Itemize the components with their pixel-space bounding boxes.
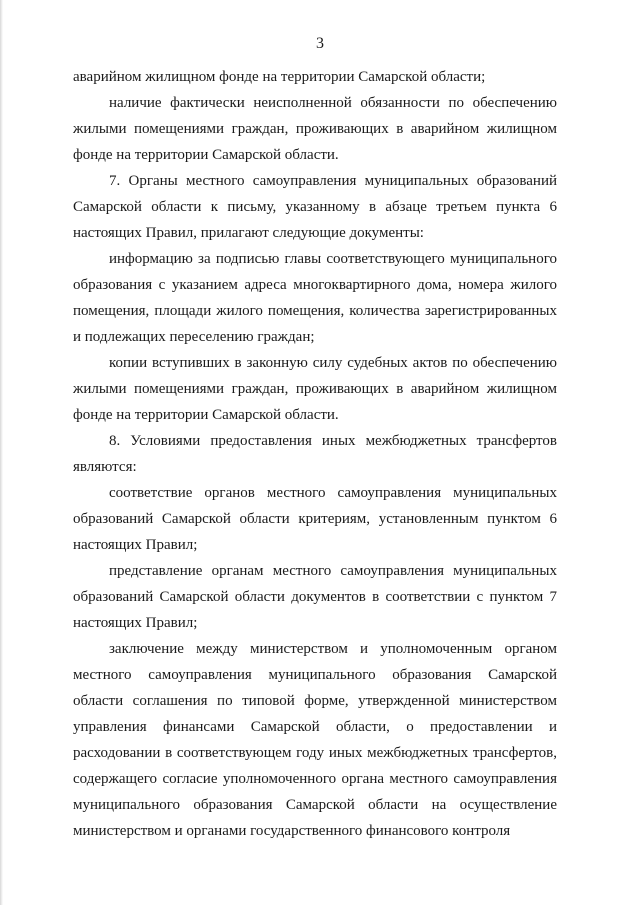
- scan-edge-shadow: [0, 0, 3, 905]
- paragraph-item-7: 7. Органы местного самоуправления муниципальных образований Самарской области к письму, указанному в абзаце третьем пункта 6 настоящих Правил, прилагают следующие документы:: [73, 173, 557, 241]
- paragraph-continuation: аварийном жилищном фонде на территории Самарской области;: [73, 69, 486, 85]
- paragraph-information-signed: информацию за подписью главы соответствующего муниципального образования с указанием адреса многоквартирного дома, номера жилого помещения, площади жилого помещения, количества зарегистрированных и подлежащих переселению граждан;: [73, 251, 557, 345]
- paragraph-agreement: заключение между министерством и уполномоченным органом местного самоуправления муниципального образования Самарской области соглашения по типовой форме, утвержденной министерством управления финансами Самарской области, о предоставлении и расходовании в соответствующем году иных межбюджетных трансфертов, содержащего согласие уполномоченного органа местного самоуправления муниципального образования Самарской области на осуществление министерством и органами государственного финансового контроля: [73, 641, 557, 839]
- page-number: 3: [316, 35, 324, 52]
- paragraph-item-8: 8. Условиями предоставления иных межбюджетных трансфертов являются:: [73, 433, 557, 475]
- document-body: [73, 64, 557, 844]
- paragraph-court-acts: копии вступивших в законную силу судебных актов по обеспечению жилыми помещениями граждан, проживающих в аварийном жилищном фонде на территории Самарской области.: [73, 355, 557, 423]
- paragraph-unfulfilled-obligation: наличие фактически неисполненной обязанности по обеспечению жилыми помещениями граждан, проживающих в аварийном жилищном фонде на территории Самарской области.: [73, 95, 557, 163]
- paragraph-documents-submission: представление органам местного самоуправления муниципальных образований Самарской области документов в соответствии с пунктом 7 настоящих Правил;: [73, 563, 557, 631]
- paragraph-criteria-compliance: соответствие органов местного самоуправления муниципальных образований Самарской области критериям, установленным пунктом 6 настоящих Правил;: [73, 485, 557, 553]
